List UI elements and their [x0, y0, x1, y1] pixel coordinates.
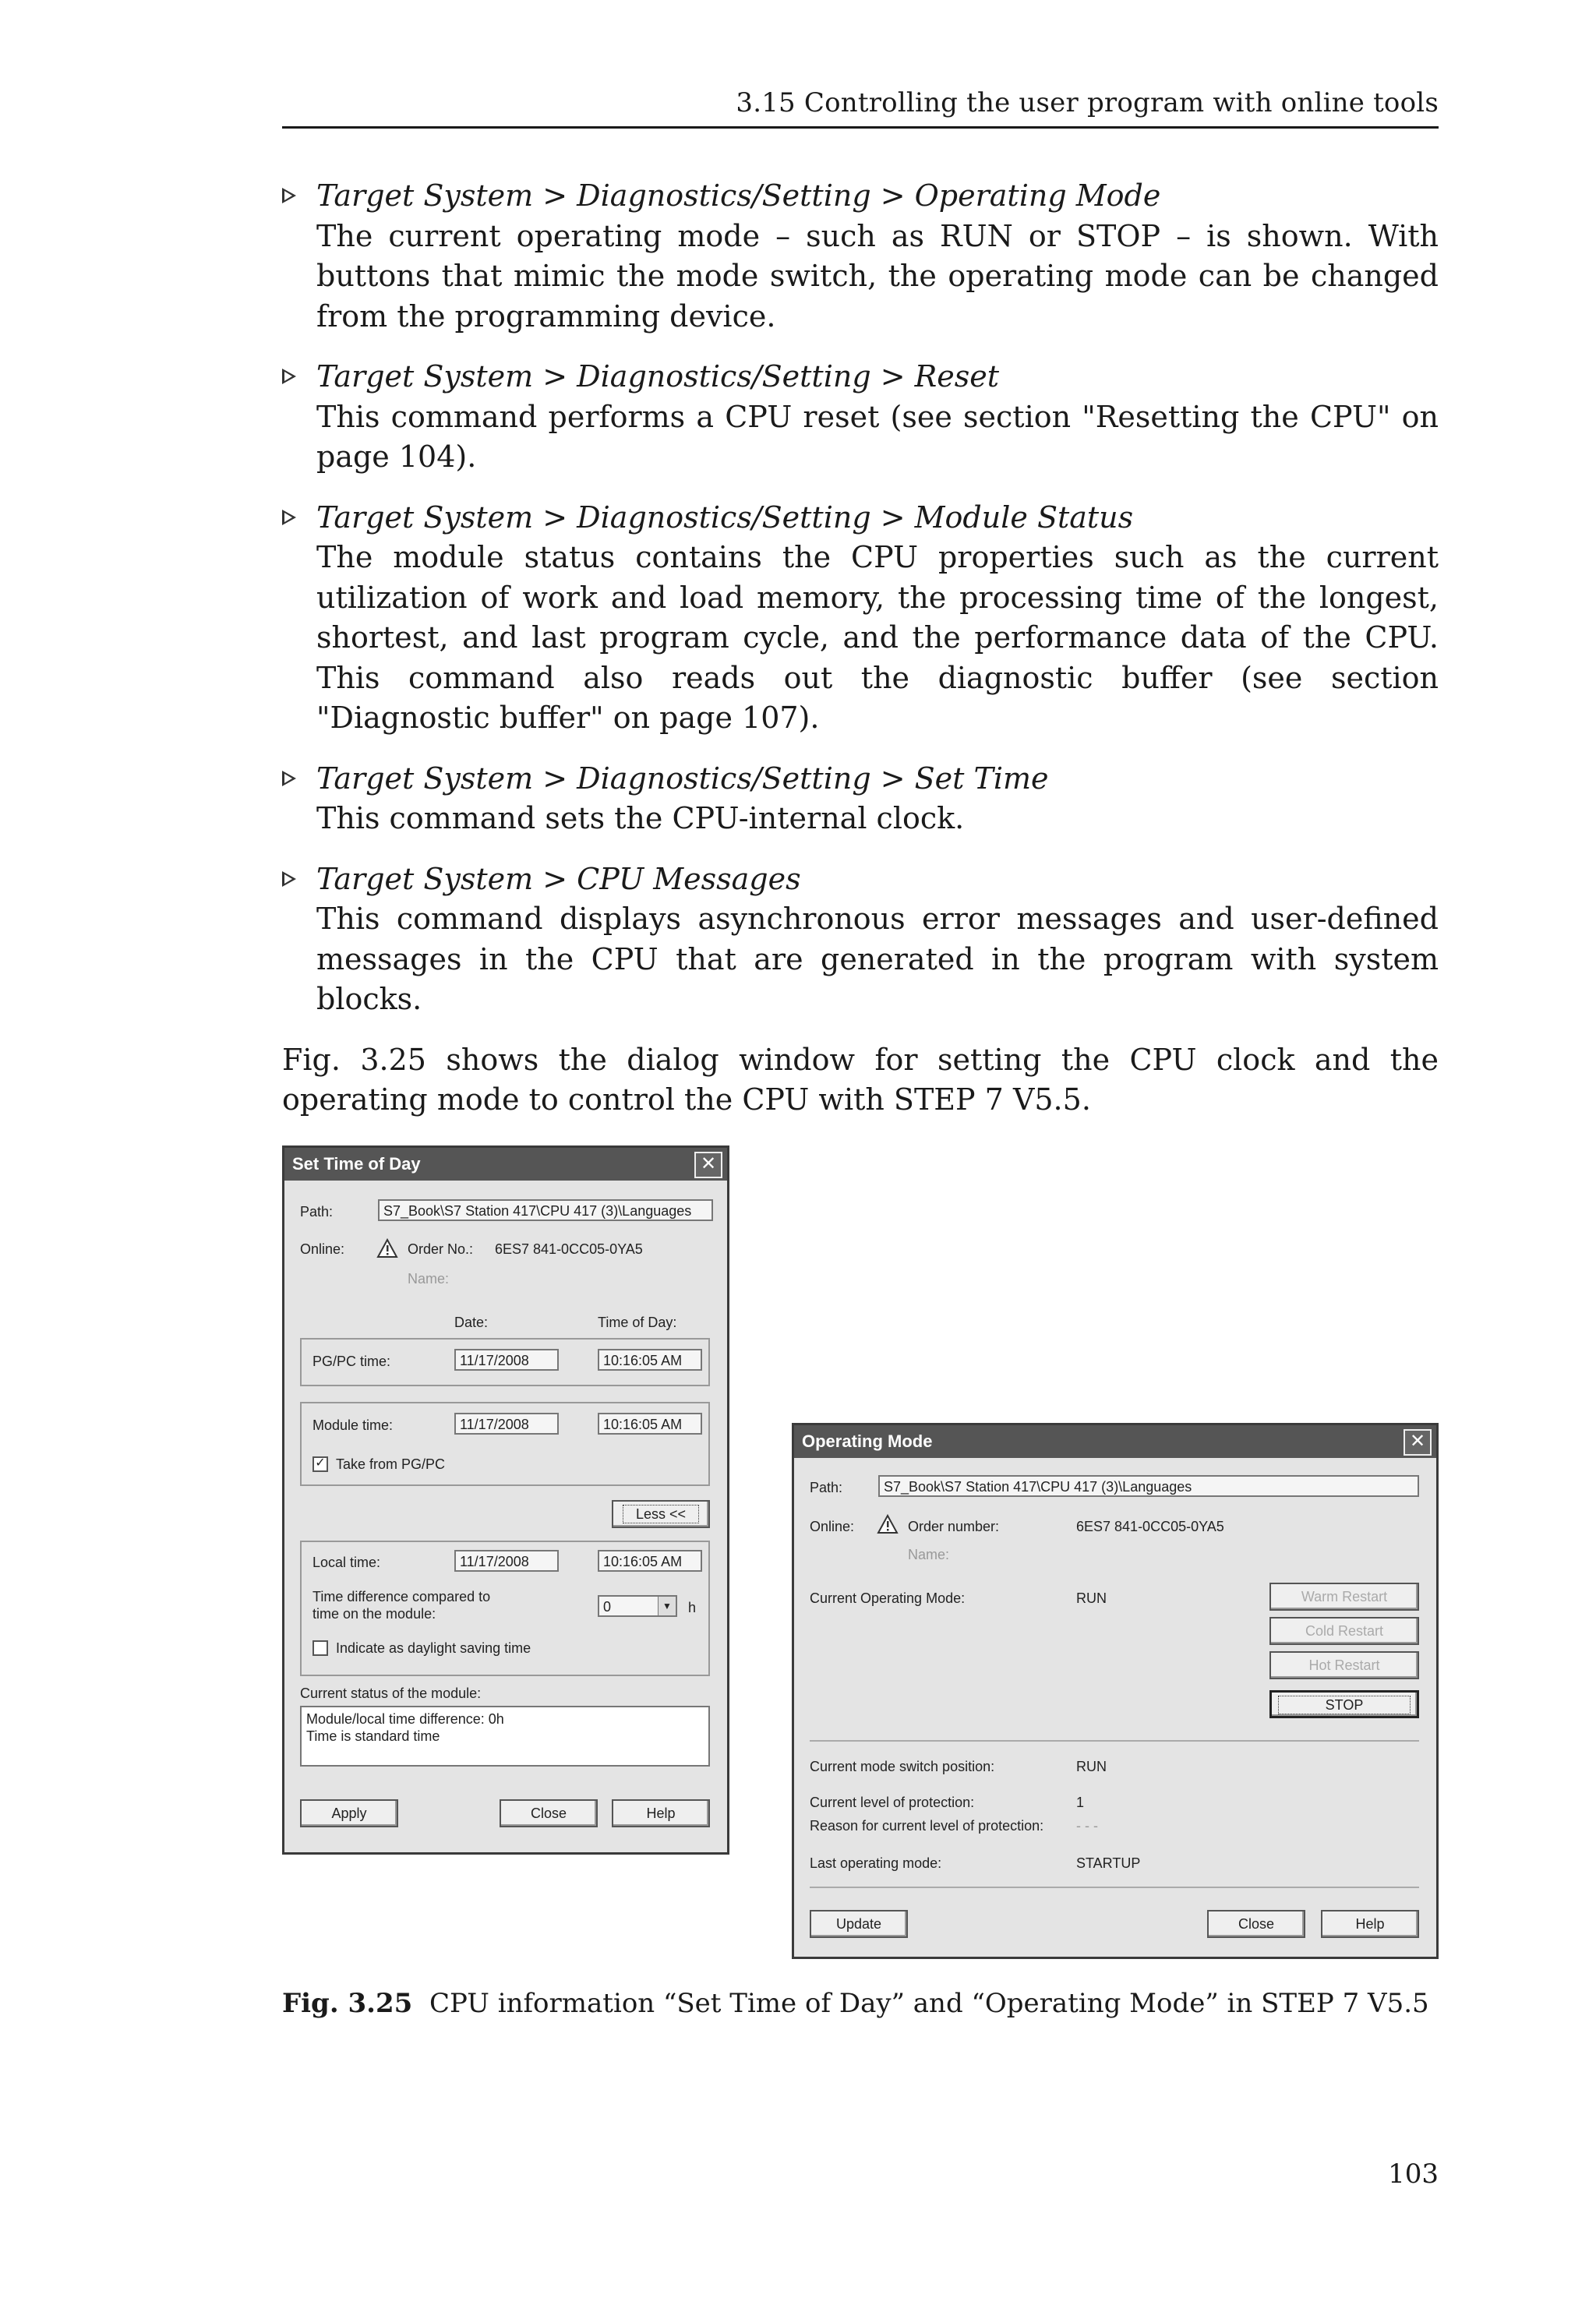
order-label: Order No.: — [408, 1241, 474, 1257]
protection-reason-value: - - - — [1076, 1818, 1098, 1834]
protection-level-value: 1 — [1076, 1795, 1085, 1810]
close-icon[interactable]: ✕ — [1404, 1429, 1432, 1456]
time-difference-label: Time difference compared to — [312, 1589, 491, 1604]
close-icon[interactable]: ✕ — [694, 1152, 722, 1178]
local-time-field[interactable]: 10:16:05 AM — [598, 1550, 702, 1572]
pgpc-time-field[interactable]: 10:16:05 AM — [598, 1349, 702, 1371]
list-item — [282, 759, 1439, 839]
help-button[interactable]: Help — [1321, 1910, 1419, 1938]
command-description: The current operating mode – such as RUN or STOP – is shown. With buttons that mimic the mode switch, the operating mode can be changed from the programming device. — [316, 218, 1439, 334]
path-label: Path: — [810, 1480, 843, 1495]
set-time-dialog — [282, 1145, 729, 1855]
less-button-label: Less << — [623, 1505, 699, 1523]
cold-restart-button[interactable]: Cold Restart — [1269, 1617, 1419, 1645]
name-label: Name: — [908, 1547, 950, 1562]
figure-label: Fig. 3.25 — [282, 1988, 413, 2019]
command-description: This command displays asynchronous error messages and user-defined messages in the CPU that are generated in the program with system blocks. — [316, 902, 1439, 1016]
online-label: Online: — [810, 1519, 855, 1534]
dialog-title: Set Time of Day — [292, 1154, 421, 1174]
menu-command: Target System > CPU Messages — [316, 861, 801, 896]
command-description: The module status contains the CPU properties such as the current utilization of work and load memory, the processing time of the longest, shortest, and last program cycle, and the performance data of the CPU. This command also reads out the diagnostic buffer (see section "Diagnostic buffer" on page 107). — [316, 540, 1439, 735]
menu-command: Target System > Diagnostics/Setting > Set Time — [316, 761, 1049, 796]
path-label: Path: — [300, 1204, 334, 1220]
module-time-field[interactable]: 10:16:05 AM — [598, 1413, 702, 1435]
less-button[interactable] — [612, 1500, 710, 1528]
path-field[interactable]: S7_Book\S7 Station 417\CPU 417 (3)\Languages — [378, 1199, 713, 1221]
dialog-title: Operating Mode — [802, 1431, 933, 1451]
chevron-down-icon[interactable]: ▼ — [658, 1597, 676, 1615]
page-number: 103 — [1388, 2159, 1439, 2190]
figure-caption — [282, 1988, 1439, 2019]
module-status-textarea[interactable] — [300, 1706, 710, 1767]
order-value: 6ES7 841-0CC05-0YA5 — [495, 1241, 643, 1257]
command-description: This command sets the CPU-internal clock. — [316, 801, 965, 835]
warning-icon — [376, 1238, 398, 1258]
stop-button[interactable] — [1269, 1690, 1419, 1718]
date-column-header: Date: — [454, 1315, 489, 1330]
time-difference-value: 0 — [603, 1599, 612, 1615]
name-label: Name: — [408, 1271, 450, 1287]
list-item — [282, 498, 1439, 739]
list-item — [282, 860, 1439, 1020]
warning-icon — [877, 1514, 899, 1534]
online-label: Online: — [300, 1241, 345, 1257]
triangle-bullet-icon — [282, 871, 296, 887]
take-from-pgpc-label: Take from PG/PC — [336, 1456, 446, 1472]
help-button[interactable]: Help — [612, 1799, 710, 1827]
local-date-field[interactable]: 11/17/2008 — [454, 1550, 559, 1572]
intro-paragraph: Fig. 3.25 shows the dialog window for setting the CPU clock and the operating mode to control the CPU with STEP 7 V5.5. — [282, 1042, 1439, 1117]
daylight-saving-label: Indicate as daylight saving time — [336, 1640, 531, 1656]
menu-command: Target System > Diagnostics/Setting > Module Status — [316, 499, 1134, 535]
order-value: 6ES7 841-0CC05-0YA5 — [1076, 1519, 1224, 1534]
dialog-titlebar — [794, 1425, 1436, 1458]
running-head: 3.15 Controlling the user program with online tools — [282, 87, 1439, 129]
switch-position-value: RUN — [1076, 1759, 1107, 1774]
triangle-bullet-icon — [282, 510, 296, 525]
module-time-label: Module time: — [312, 1417, 394, 1433]
status-line: Time is standard time — [306, 1728, 440, 1744]
time-difference-label-2: time on the module: — [312, 1606, 436, 1622]
hot-restart-button[interactable]: Hot Restart — [1269, 1651, 1419, 1679]
status-line: Module/local time difference: 0h — [306, 1711, 504, 1727]
module-status-label: Current status of the module: — [300, 1686, 482, 1701]
triangle-bullet-icon — [282, 369, 296, 384]
protection-level-label: Current level of protection: — [810, 1795, 975, 1810]
last-mode-label: Last operating mode: — [810, 1855, 942, 1871]
separator — [810, 1740, 1419, 1742]
close-button[interactable]: Close — [500, 1799, 598, 1827]
update-button[interactable]: Update — [810, 1910, 908, 1938]
operating-mode-dialog — [792, 1423, 1439, 1959]
triangle-bullet-icon — [282, 188, 296, 203]
last-mode-value: STARTUP — [1076, 1855, 1141, 1871]
list-item — [282, 357, 1439, 478]
path-field[interactable]: S7_Book\S7 Station 417\CPU 417 (3)\Languages — [878, 1475, 1419, 1497]
current-mode-label: Current Operating Mode: — [810, 1590, 966, 1606]
close-button[interactable]: Close — [1207, 1910, 1305, 1938]
switch-position-label: Current mode switch position: — [810, 1759, 995, 1774]
stop-button-label: STOP — [1278, 1696, 1411, 1714]
command-description: This command performs a CPU reset (see section "Resetting the CPU" on page 104). — [316, 399, 1439, 474]
protection-reason-label: Reason for current level of protection: — [810, 1818, 1044, 1834]
time-difference-select[interactable] — [598, 1595, 677, 1617]
figure-caption-text: CPU information “Set Time of Day” and “Operating Mode” in STEP 7 V5.5 — [429, 1988, 1429, 2019]
local-time-label: Local time: — [312, 1555, 381, 1570]
pgpc-date-field[interactable]: 11/17/2008 — [454, 1349, 559, 1371]
module-date-field[interactable]: 11/17/2008 — [454, 1413, 559, 1435]
order-label: Order number: — [908, 1519, 1000, 1534]
menu-command: Target System > Diagnostics/Setting > Reset — [316, 359, 1000, 394]
menu-command: Target System > Diagnostics/Setting > Operating Mode — [316, 178, 1161, 213]
triangle-bullet-icon — [282, 771, 296, 786]
list-item — [282, 176, 1439, 337]
take-from-pgpc-checkbox[interactable]: ✓ — [312, 1456, 328, 1472]
apply-button[interactable]: Apply — [300, 1799, 398, 1827]
body-text — [282, 176, 1439, 1121]
separator — [810, 1887, 1419, 1888]
time-difference-unit: h — [688, 1600, 697, 1615]
pgpc-time-label: PG/PC time: — [312, 1354, 391, 1369]
warm-restart-button[interactable]: Warm Restart — [1269, 1583, 1419, 1611]
dialog-titlebar — [284, 1148, 727, 1181]
current-mode-value: RUN — [1076, 1590, 1107, 1606]
daylight-saving-checkbox[interactable] — [312, 1640, 328, 1656]
time-column-header: Time of Day: — [598, 1315, 677, 1330]
